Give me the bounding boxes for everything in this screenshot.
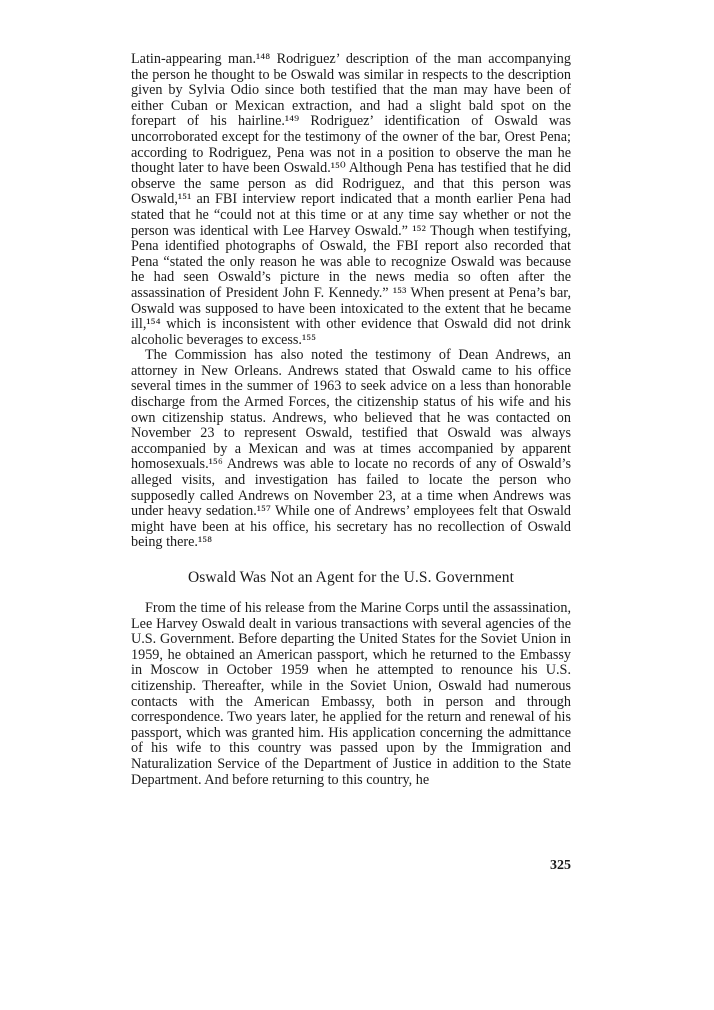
page-number: 325 (550, 858, 571, 873)
body-paragraph-1: Latin-appearing man.¹⁴⁸ Rodriguez’ description of the man accompanying the person he thought to be Oswald was similar in respects to the description given by Sylvia Odio since both testified that the man may have been of either Cuban or Mexican extraction, and had a slight bald spot on the forepart of his hairline.¹⁴⁹ Rodriguez’ identification of Oswald was uncorroborated except for the testimony of the owner of the bar, Orest Pena; according to Rodriguez, Pena was not in a position to observe the man he thought later to have been Oswald.¹⁵⁰ Although Pena has testified that he did observe the same person as did Rodriguez, and that this person was Oswald,¹⁵¹ an FBI interview report indicated that a month earlier Pena had stated that he “could not at this time or at any time say whether or not the person was identical with Lee Harvey Oswald.” ¹⁵² Though when testifying, Pena identified photographs of Oswald, the FBI report also recorded that Pena “stated the only reason he was able to recognize Oswald was because he had seen Oswald’s picture in the news media so often after the assassination of President John F. Kennedy.” ¹⁵³ When present at Pena’s bar, Oswald was supposed to have been intoxicated to the extent that he became ill,¹⁵⁴ which is inconsistent with other evidence that Oswald did not drink alcoholic beverages to excess.¹⁵⁵ (131, 51, 571, 348)
body-paragraph-2: The Commission has also noted the testimony of Dean Andrews, an attorney in New Orleans. Andrews stated that Oswald came to his office several times in the summer of 1963 to seek advice on a less than honorable discharge from the Armed Forces, the citizenship status of his wife and his own citizenship status. Andrews, who believed that he was contacted on November 23 to represent Oswald, testified that Oswald was always accompanied by a Mexican and was at times accompanied by apparent homosexuals.¹⁵⁶ Andrews was able to locate no records of any of Oswald’s alleged visits, and investigation has failed to locate the person who supposedly called Andrews on November 23, at a time when Andrews was under heavy sedation.¹⁵⁷ While one of Andrews’ employees felt that Oswald might have been at his office, his secretary has no recollection of Oswald being there.¹⁵⁸ (131, 347, 571, 551)
document-page (131, 52, 571, 788)
body-paragraph-3: From the time of his release from the Marine Corps until the assassination, Lee Harvey Oswald dealt in various transactions with several agencies of the U.S. Government. Before departing the United States for the Soviet Union in 1959, he obtained an American passport, which he returned to the Embassy in Moscow in October 1959 when he attempted to renounce his U.S. citizenship. Thereafter, while in the Soviet Union, Oswald had numerous contacts with the American Embassy, both in person and through correspondence. Two years later, he applied for the return and renewal of his passport, which was granted him. His application concerning the admittance of his wife to this country was passed upon by the Immigration and Naturalization Service of the Department of Justice in addition to the State Department. And before returning to this country, he (131, 600, 571, 788)
section-heading: Oswald Was Not an Agent for the U.S. Government (187, 569, 515, 586)
